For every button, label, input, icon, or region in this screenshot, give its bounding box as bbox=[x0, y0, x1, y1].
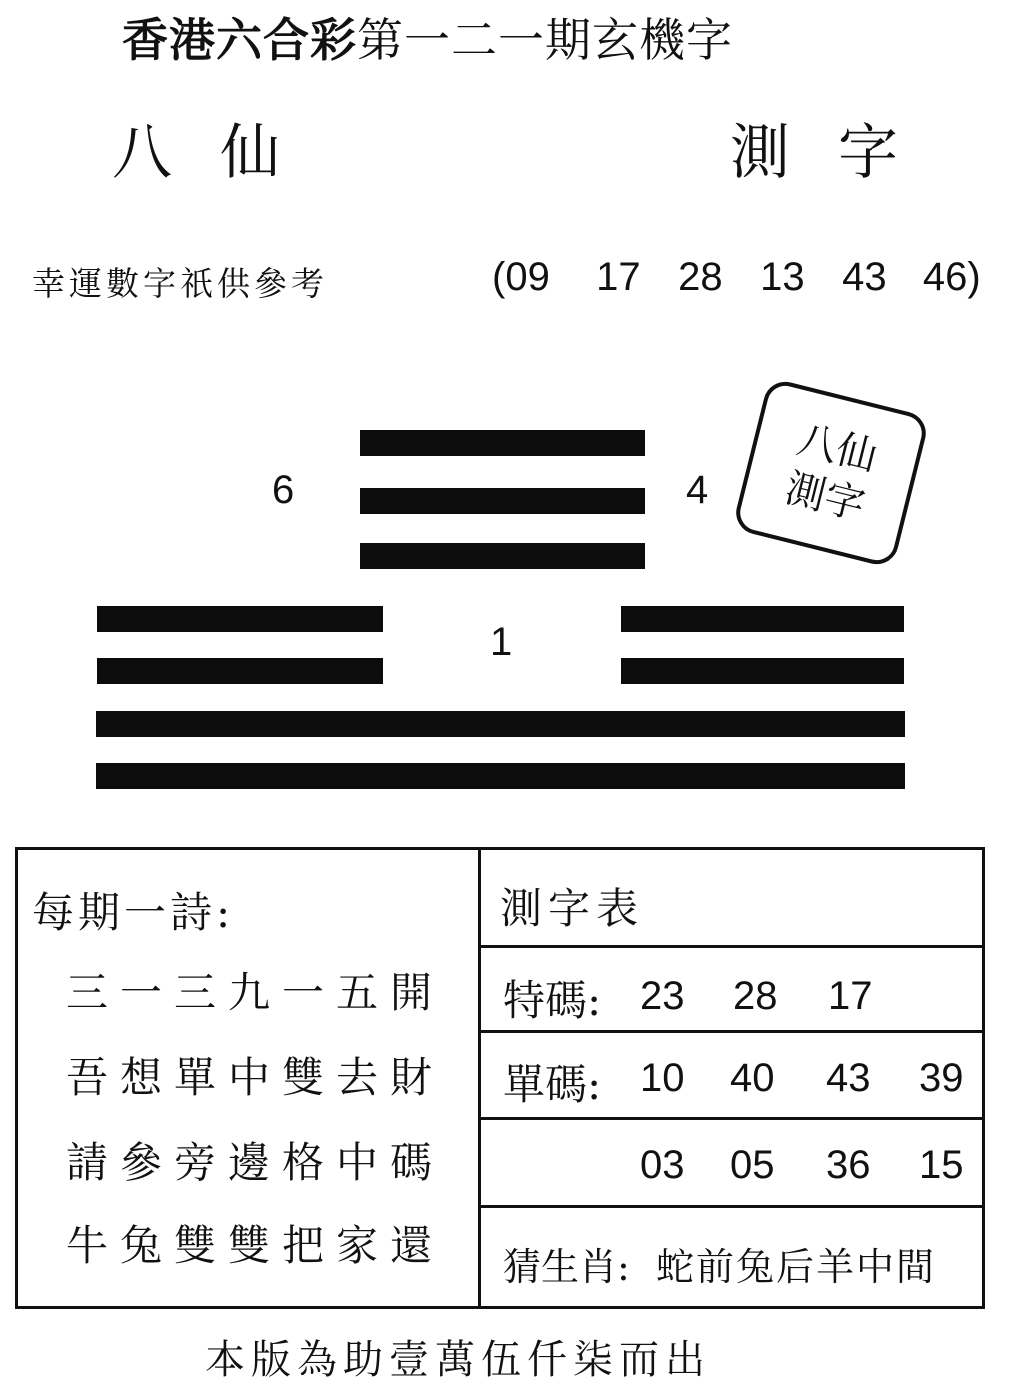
lucky-number: 28 bbox=[678, 255, 723, 299]
single-number: 03 bbox=[640, 1143, 685, 1187]
lucky-number: 13 bbox=[760, 255, 805, 299]
table-row-divider bbox=[481, 1030, 985, 1033]
lucky-number: 17 bbox=[596, 255, 641, 299]
subtitle-left: 八仙 bbox=[112, 118, 328, 188]
trigram-lower-line-4 bbox=[96, 763, 905, 789]
zodiac-label: 猜生肖: bbox=[503, 1245, 630, 1289]
trigram-lower-line-1-left bbox=[97, 606, 383, 632]
trigram-upper-line-2 bbox=[360, 488, 645, 514]
special-number: 23 bbox=[640, 974, 685, 1018]
trigram-upper-line-3 bbox=[360, 543, 645, 569]
special-number: 17 bbox=[828, 974, 873, 1018]
diagram-number-left: 6 bbox=[272, 468, 295, 512]
stamp bbox=[732, 377, 931, 569]
lucky-number: 46 bbox=[922, 255, 968, 299]
lucky-close-paren: ) bbox=[967, 255, 981, 299]
single-label: 單碼: bbox=[503, 1060, 602, 1109]
lucky-numbers-label: 幸運數字祇供參考 bbox=[32, 264, 328, 303]
trigram-lower-line-1-right bbox=[621, 606, 904, 632]
lucky-open-paren: ( bbox=[492, 255, 506, 299]
title-brand: 香港六合彩 bbox=[122, 13, 357, 67]
single-number: 39 bbox=[919, 1056, 964, 1100]
table-row-divider bbox=[481, 1117, 985, 1120]
lucky-numbers bbox=[492, 255, 981, 300]
trigram-lower-line-2-right bbox=[621, 658, 904, 684]
diagram-number-right: 4 bbox=[686, 468, 709, 512]
poem-line: 三一三九一五開 bbox=[66, 968, 445, 1017]
poem-line: 吾想單中雙去財 bbox=[66, 1053, 445, 1102]
single-number: 40 bbox=[730, 1056, 775, 1100]
lucky-number: 09 bbox=[505, 255, 550, 299]
footer-note: 本版為助壹萬伍仟柒而出 bbox=[205, 1337, 711, 1383]
page-title bbox=[122, 4, 822, 70]
single-number: 05 bbox=[730, 1143, 775, 1187]
special-number: 28 bbox=[733, 974, 778, 1018]
table-row-divider bbox=[481, 1205, 985, 1208]
single-number: 43 bbox=[826, 1056, 871, 1100]
single-number: 15 bbox=[919, 1143, 964, 1187]
trigram-upper-line-1 bbox=[360, 430, 645, 456]
special-label: 特碼: bbox=[503, 976, 602, 1025]
poem-line: 牛兔雙雙把家還 bbox=[66, 1221, 445, 1270]
diagram-number-center: 1 bbox=[490, 620, 513, 664]
table-title: 測字表 bbox=[500, 884, 645, 933]
lucky-number: 43 bbox=[842, 255, 887, 299]
trigram-lower-line-3 bbox=[96, 711, 905, 737]
trigram-lower-line-2-left bbox=[97, 658, 383, 684]
stamp-line-1: 八仙 bbox=[792, 416, 882, 481]
info-box-divider bbox=[478, 847, 481, 1309]
poem-line: 請參旁邊格中碼 bbox=[66, 1138, 445, 1187]
subtitle-right: 測字 bbox=[730, 118, 946, 188]
single-number: 36 bbox=[826, 1143, 871, 1187]
single-number: 10 bbox=[640, 1056, 685, 1100]
table-row-divider bbox=[481, 945, 985, 948]
title-issue: 第一二一期玄機字 bbox=[357, 13, 733, 67]
poem-heading: 每期一詩: bbox=[32, 888, 235, 937]
zodiac-value: 蛇前兔后羊中間 bbox=[656, 1245, 937, 1289]
stamp-line-2: 測字 bbox=[780, 465, 870, 530]
